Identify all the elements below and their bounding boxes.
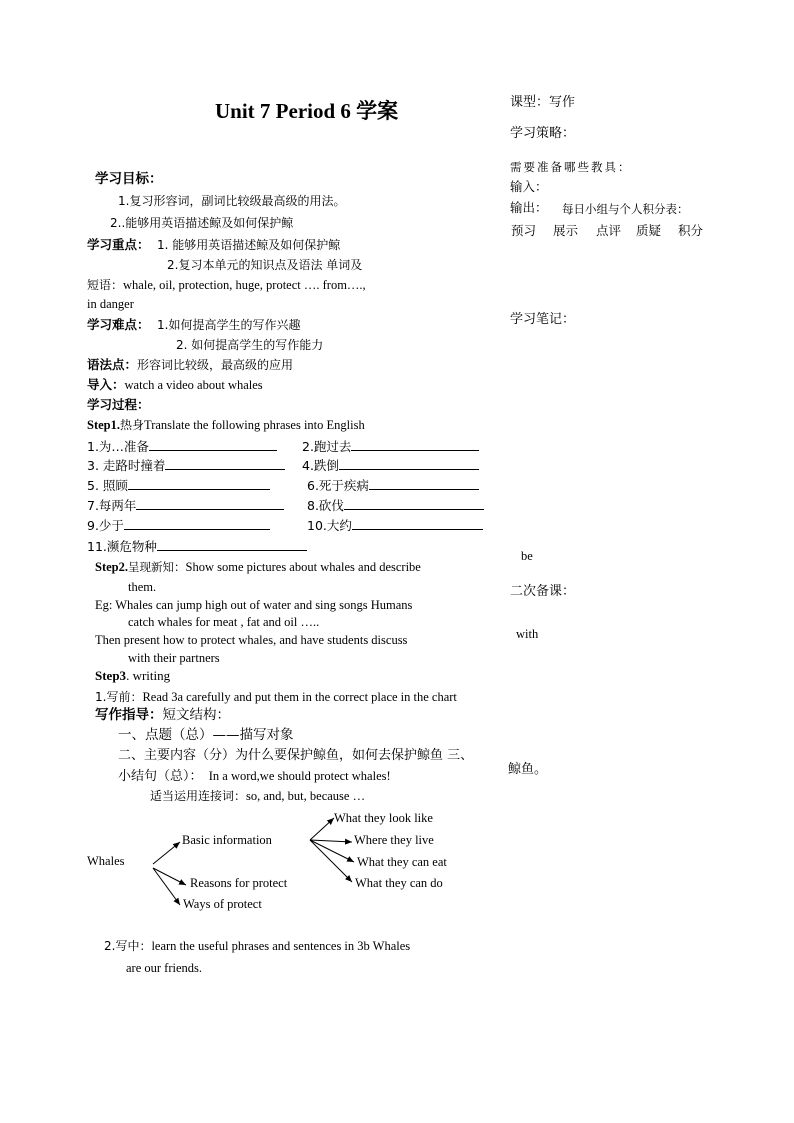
diagram-reasons: Reasons for protect (190, 876, 288, 890)
side-whale: 鲸鱼。 (508, 762, 548, 777)
phrase-item-1: 1.为…准备 (87, 437, 277, 455)
guide-title: 短文结构： (162, 707, 230, 723)
connectors-label: 适当运用连接词： (150, 789, 247, 803)
input-label: 输入： (510, 179, 548, 194)
phrase-item-10: 10.大约 (307, 516, 483, 534)
key-item-2: 2.复习本单元的知识点及语法 单词及 (167, 258, 363, 272)
intro-heading: 导入： (87, 377, 125, 392)
step-preview: 预习 (511, 223, 537, 238)
step-score: 积分 (678, 223, 704, 238)
second-prep-label: 二次备课： (510, 584, 576, 599)
step2-heading: Step2. (95, 560, 128, 574)
phrase-item-5: 5. 照顾 (87, 476, 270, 494)
goal-item-2: 2..能够用英语描述鲸及如何保护鲸 (110, 216, 294, 230)
phrases-label: 短语： (87, 278, 124, 292)
difficulty-item-2: 2. 如何提高学生的写作能力 (176, 338, 324, 352)
diagram-eat: What they can eat (357, 855, 447, 869)
diagram-do: What they can do (355, 876, 443, 890)
materials-label: 需要准备哪些教具： (510, 160, 632, 174)
grammar-text: 形容词比较级，最高级的应用 (137, 358, 294, 372)
connectors-text: so, and, but, because … (246, 789, 366, 803)
phrase-item-6: 6.死于疾病 (307, 476, 479, 494)
while-writing-line (104, 938, 410, 954)
side-be: be (521, 549, 533, 563)
step3-heading: Step3 (95, 668, 127, 683)
notes-label: 学习笔记： (510, 312, 576, 327)
arrow-to-basic (153, 842, 180, 864)
step2-text: Show some pictures about whales and describe (185, 560, 421, 574)
step2-sub: 呈现新知： (128, 560, 186, 574)
pre-writing-label: 1.写前： (95, 690, 143, 704)
phrase-item-9: 9.少于 (87, 516, 270, 534)
diagram-basic-info: Basic information (182, 833, 272, 847)
arrow-to-ways (153, 868, 180, 905)
grammar-heading: 语法点： (87, 357, 138, 372)
diagram-ways: Ways of protect (183, 897, 262, 911)
phrase-item-11: 11.濒危物种 (87, 537, 307, 555)
while-writing-cont: are our friends. (126, 961, 203, 975)
step-comment: 点评 (596, 223, 622, 238)
phrase-item-4: 4.跌倒 (302, 456, 479, 474)
output-label: 输出： (510, 200, 548, 215)
step2-eg-line-2: catch whales for meat , fat and oil ….. (128, 615, 320, 629)
key-heading: 学习重点： (87, 237, 150, 252)
step-present: 展示 (553, 223, 579, 238)
diagram-root: Whales (87, 854, 125, 868)
output-text: 每日小组与个人积分表： (562, 202, 689, 216)
step2-then-line-2: with their partners (128, 651, 220, 665)
pre-writing-text: Read 3a carefully and put them in the correct place in the chart (142, 690, 457, 704)
difficulty-heading: 学习难点： (87, 317, 150, 332)
phrases-text: whale, oil, protection, huge, protect …. from…., (123, 278, 366, 292)
step1-text: Translate the following phrases into English (144, 418, 365, 432)
key-item-1: 1. 能够用英语描述鲸及如何保护鲸 (157, 238, 341, 252)
strategy-label: 学习策略： (510, 126, 576, 141)
arrow-to-live (310, 840, 352, 842)
while-writing-label: 2.写中： (104, 939, 152, 953)
step1-sub: 热身 (120, 418, 145, 432)
guide-point-2: 二、主要内容（分）为什么要保护鲸鱼，如何去保护鲸鱼 三、 (118, 748, 474, 763)
intro-text: watch a video about whales (124, 378, 263, 392)
goals-heading: 学习目标： (95, 171, 163, 187)
summary-label: 小结句（总）： (118, 769, 203, 784)
arrow-to-do (310, 840, 352, 882)
goal-item-1: 1.复习形容词，副词比较级最高级的用法。 (118, 194, 346, 208)
arrow-to-reasons (153, 868, 186, 885)
step-question: 质疑 (636, 223, 662, 238)
guide-point-1: 一、点题（总）——描写对象 (118, 727, 294, 743)
while-writing-text: learn the useful phrases and sentences in 3b Whales (151, 939, 411, 953)
phrases-cont: in danger (87, 297, 134, 311)
step2-text-cont: them. (128, 580, 157, 594)
diagram-live: Where they live (354, 833, 434, 847)
step1-heading: Step1. (87, 418, 120, 432)
process-heading: 学习过程： (87, 397, 150, 412)
course-type: 课型：写作 (510, 95, 576, 110)
page-title: Unit 7 Period 6 学案 (215, 99, 399, 123)
phrase-item-2: 2.跑过去 (302, 437, 479, 455)
difficulty-item-1: 1.如何提高学生的写作兴趣 (157, 318, 301, 332)
summary-text: In a word,we should protect whales! (208, 769, 391, 783)
step2-eg-line-1: Eg: Whales can jump high out of water and sing songs Humans (95, 598, 413, 612)
guide-heading: 写作指导： (95, 707, 163, 723)
step2-then-line-1: Then present how to protect whales, and have students discuss (95, 633, 408, 647)
side-with: with (516, 627, 539, 641)
diagram-look: What they look like (334, 811, 433, 825)
phrase-item-7: 7.每两年 (87, 496, 284, 514)
step3-text: . writing (126, 668, 171, 683)
phrase-item-8: 8.砍伐 (307, 496, 484, 514)
arrow-to-eat (310, 840, 354, 862)
arrow-to-look (310, 818, 334, 840)
phrase-item-3: 3. 走路时撞着 (87, 456, 285, 474)
